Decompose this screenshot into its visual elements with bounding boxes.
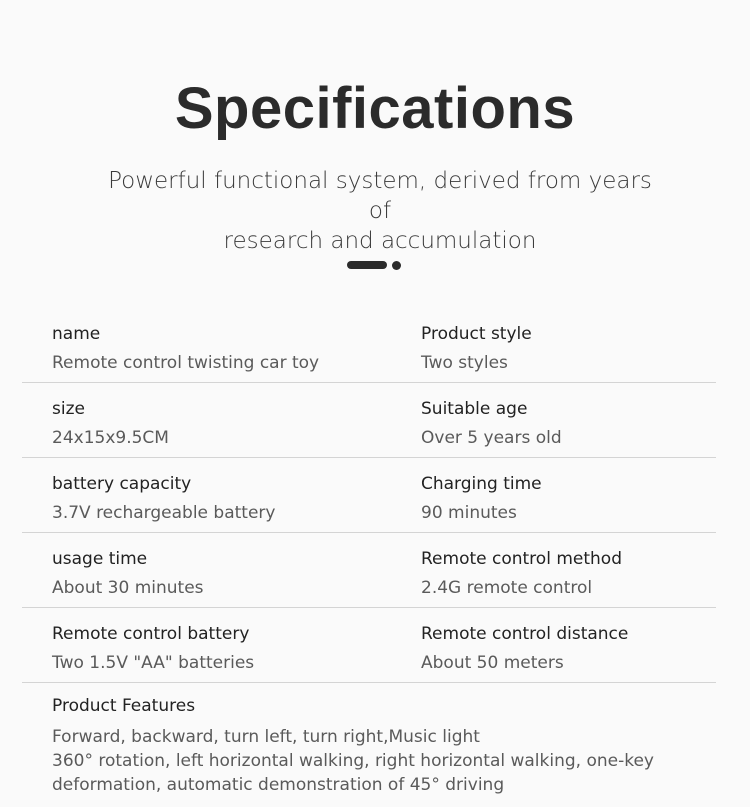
spec-value: Remote control twisting car toy (52, 353, 320, 373)
spec-label: Remote control method (421, 549, 622, 569)
spec-row (22, 383, 716, 458)
spec-row (22, 458, 716, 533)
spec-cell (52, 623, 254, 674)
spec-cell (52, 398, 169, 449)
spec-value: 24x15x9.5CM (52, 428, 169, 448)
spec-cell (52, 548, 204, 599)
product-features (52, 695, 692, 797)
spec-value: Two 1.5V "AA" batteries (52, 653, 255, 673)
page-title: Specifications (174, 76, 576, 141)
features-line: deformation, automatic demonstration of 45° driving (52, 775, 505, 795)
subtitle-line: research and accumulation (223, 228, 537, 254)
spec-value: Two styles (421, 353, 508, 373)
spec-label: Charging time (421, 474, 542, 494)
spec-label: usage time (52, 549, 148, 569)
spec-cell (52, 323, 319, 374)
features-line: 360° rotation, left horizontal walking, right horizontal walking, one-key (52, 751, 654, 771)
spec-cell (421, 323, 532, 374)
subtitle-line: Powerful functional system, derived from years of (108, 168, 652, 224)
spec-label: name (52, 324, 101, 344)
spec-value: 90 minutes (421, 503, 517, 523)
spec-cell (421, 623, 628, 674)
spec-row (22, 308, 716, 383)
spec-cell (421, 473, 542, 524)
specifications-table (22, 308, 716, 683)
spec-label: Product style (421, 324, 532, 344)
features-label: Product Features (52, 696, 196, 716)
spec-value: 3.7V rechargeable battery (52, 503, 276, 523)
spec-row (22, 608, 716, 683)
divider-dot (392, 261, 401, 270)
spec-label: battery capacity (52, 474, 192, 494)
spec-label: Suitable age (421, 399, 528, 419)
features-line: Forward, backward, turn left, turn right,Music light (52, 727, 480, 747)
spec-value: 2.4G remote control (421, 578, 593, 598)
spec-cell (421, 548, 622, 599)
spec-row (22, 533, 716, 608)
spec-value: About 50 meters (421, 653, 564, 673)
spec-cell (421, 398, 562, 449)
spec-value: Over 5 years old (421, 428, 562, 448)
spec-label: Remote control distance (421, 624, 629, 644)
divider-bar (347, 261, 387, 269)
spec-cell (52, 473, 275, 524)
spec-label: size (52, 399, 85, 419)
page-subtitle (100, 166, 660, 256)
decorative-divider (347, 261, 403, 271)
spec-label: Remote control battery (52, 624, 250, 644)
spec-value: About 30 minutes (52, 578, 204, 598)
